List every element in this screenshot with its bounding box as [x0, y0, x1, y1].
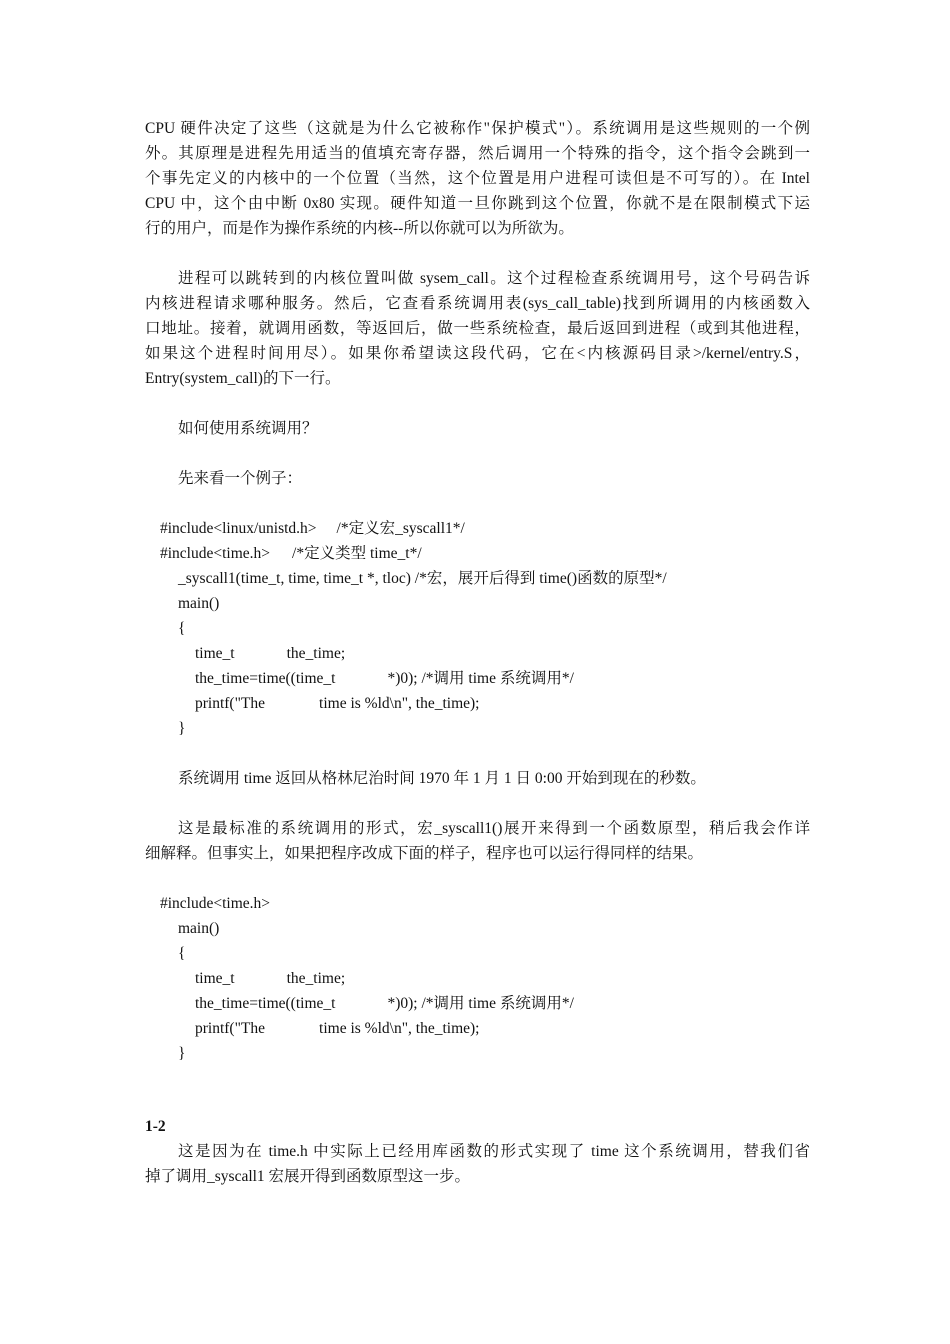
code1-open-brace: { [178, 620, 186, 637]
para1-line-3: 个事先定义的内核中的一个位置（当然，这个位置是用户进程可读但是不可写的）。在 Intel [145, 170, 810, 187]
code1-syscall-line: _syscall1(time_t, time, time_t *, tloc) /*宏，展开后得到 time()函数的原型*/ [178, 570, 667, 587]
para1-line-5: 行的用户，而是作为操作系统的内核--所以你就可以为所欲为。 [145, 220, 574, 237]
para2-line-2: 内核进程请求哪种服务。然后，它查看系统调用表(sys_call_table)找到所调用的内核函数入 [145, 295, 810, 312]
code1-include2-comment: /*定义类型 time_t*/ [292, 545, 422, 562]
code2-printf [195, 1016, 860, 1041]
code1-call-b: *)0); /*调用 time 系统调用*/ [387, 670, 574, 687]
code1-call-a: the_time=time((time_t [195, 670, 336, 687]
code2-call-b: *)0); /*调用 time 系统调用*/ [387, 995, 574, 1012]
para2-line-5: Entry(system_call)的下一行。 [145, 370, 341, 387]
code1-include-time [160, 541, 825, 566]
code2-call [195, 991, 860, 1016]
code1-include1-comment: /*定义宏_syscall1*/ [336, 520, 465, 537]
para1-line-2: 外。其原理是进程先用适当的值填充寄存器，然后调用一个特殊的指令，这个指令会跳到一 [145, 145, 810, 162]
para1-line-1: CPU 硬件决定了这些（这就是为什么它被称作"保护模式"）。系统调用是这些规则的一个例 [145, 120, 810, 137]
code1-include-linux [160, 516, 825, 541]
para2-line-1: 进程可以跳转到的内核位置叫做 sysem_call。这个过程检查系统调用号，这个号码告诉 [178, 270, 810, 287]
code2-open-brace: { [178, 945, 186, 962]
code1-printf-a: printf("The [195, 695, 266, 712]
code2-decl [195, 966, 860, 991]
code2-printf-b: time is %ld\n", the_time); [319, 1020, 480, 1037]
section-heading: 1-2 [145, 1118, 166, 1135]
para5-line-1: 这是因为在 time.h 中实际上已经用库函数的形式实现了 time 这个系统调用，替我们省 [178, 1143, 810, 1160]
para4-line-1: 这是最标准的系统调用的形式，宏_syscall1()展开来得到一个函数原型，稍后我会作详 [178, 820, 810, 837]
question-text: 如何使用系统调用？ [178, 420, 318, 437]
code1-include2: #include<time.h> [160, 545, 271, 562]
code1-close-brace: } [178, 720, 186, 737]
para5-line-2: 掉了调用_syscall1 宏展开得到函数原型这一步。 [145, 1168, 471, 1185]
code2-call-a: the_time=time((time_t [195, 995, 336, 1012]
para1-line-4: CPU 中，这个由中断 0x80 实现。硬件知道一旦你跳到这个位置，你就不是在限制模式下运 [145, 195, 810, 212]
code1-decl-type: time_t [195, 645, 235, 662]
para4-line-2: 细解释。但事实上，如果把程序改成下面的样子，程序也可以运行得同样的结果。 [145, 845, 704, 862]
code1-printf [195, 691, 860, 716]
example-intro: 先来看一个例子： [178, 470, 303, 487]
code1-call [195, 666, 860, 691]
code1-main: main() [178, 595, 220, 612]
code1-decl [195, 641, 860, 666]
code1-decl-var: the_time; [286, 645, 346, 662]
para3-text: 系统调用 time 返回从格林尼治时间 1970 年 1 月 1 日 0:00 开始到现在的秒数。 [178, 770, 706, 787]
code2-decl-type: time_t [195, 970, 235, 987]
code1-printf-b: time is %ld\n", the_time); [319, 695, 480, 712]
code2-decl-var: the_time; [286, 970, 346, 987]
code1-include1: #include<linux/unistd.h> [160, 520, 317, 537]
code2-printf-a: printf("The [195, 1020, 266, 1037]
code2-close-brace: } [178, 1045, 186, 1062]
para2-line-4: 如果这个进程时间用尽）。如果你希望读这段代码，它在<内核源码目录>/kernel/entry.S， [145, 345, 810, 362]
code2-main: main() [178, 920, 220, 937]
para2-line-3: 口地址。接着，就调用函数，等返回后，做一些系统检查，最后返回到进程（或到其他进程， [145, 320, 810, 337]
code2-include: #include<time.h> [160, 895, 271, 912]
